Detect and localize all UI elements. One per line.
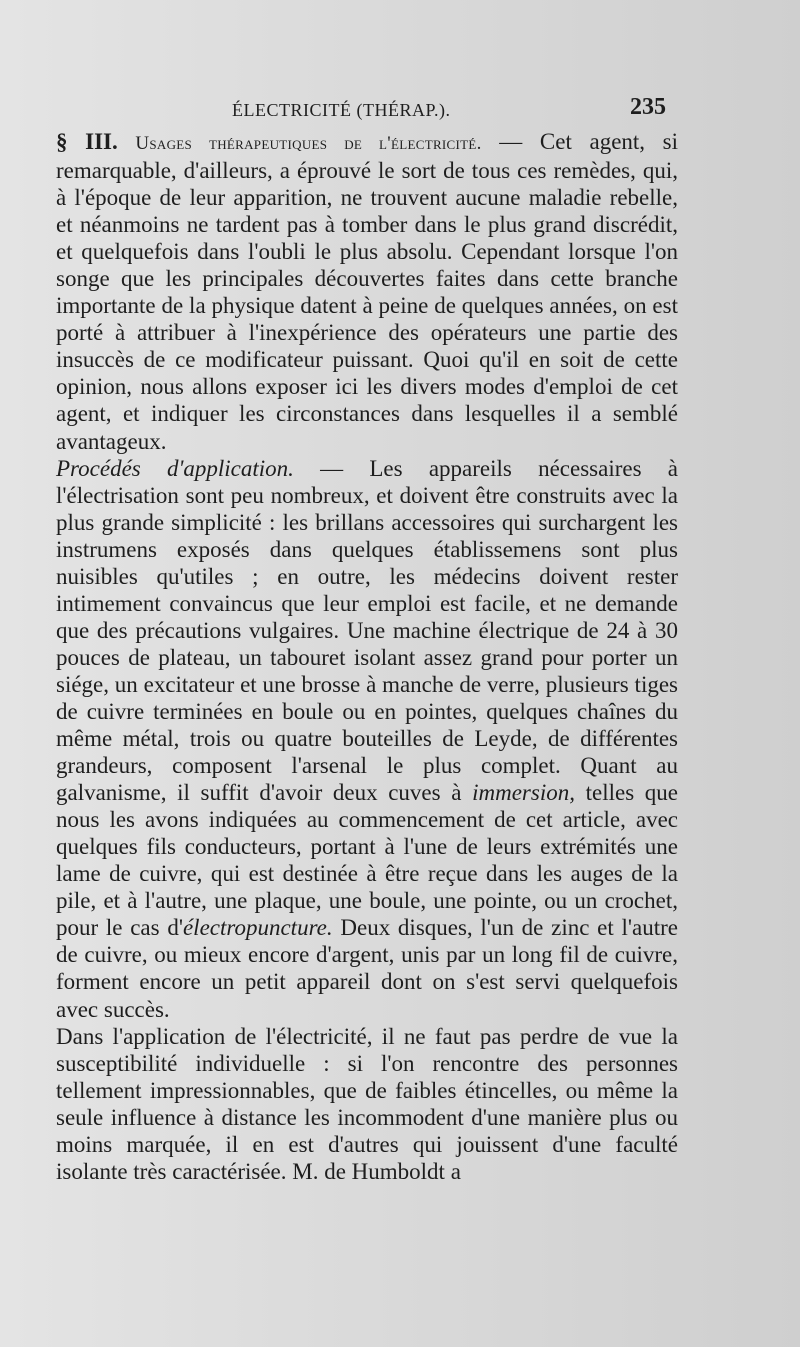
paragraph-procedes xyxy=(56,455,678,1023)
paragraph-text: Deux disques, l'un de zinc et l'autre de cuivre, ou mieux encore d'argent, unis par un long fil de cuivre, forment encore un petit appareil dont on s'est servi quelquefois avec succès. xyxy=(56,915,678,1022)
body-text xyxy=(56,128,678,1185)
subsection-heading: Procédés d'application. xyxy=(56,455,294,481)
paragraph-text: — Cet agent, si remarquable, d'ailleurs, a éprouvé le sort de tous ces remèdes, qui, à l'époque de leur apparition, ne trouvent aucune maladie rebelle, et néanmoins ne tardent pas à tomber dans le plus grand discrédit, et quelquefois dans l'oubli le plus absolu. Cependant lorsque l'on songe que les principales découvertes faites dans cette branche importante de la physique datent à peine de quelques années, on est porté à attribuer à l'inexpérience des opérateurs une partie des insuccès de ce modificateur puissant. Quoi qu'il en soit de cette opinion, nous allons exposer ici les divers modes d'emploi de cet agent, et indiquer les circonstances dans lesquelles il a semblé avantageux. xyxy=(56,129,679,454)
italic-term-electropuncture: électropuncture. xyxy=(182,915,333,941)
paragraph-application xyxy=(56,1023,678,1185)
paragraph-usages xyxy=(56,128,678,455)
paragraph-text: — Les appareils nécessaires à l'électrisation sont peu nombreux, et doivent être construits avec la plus grande simplicité : les brillans accessoires qui surchargent les instrumens exposés dans quelques établissemens sont plus nuisibles qu'utiles ; en outre, les médecins doivent rester intimement convaincus que leur emploi est facile, et ne demande que des précautions vulgaires. Une machine électrique de 24 à 30 pouces de plateau, un tabouret isolant assez grand pour porter un siége, un excitateur et une brosse à manche de verre, plusieurs tiges de cuivre terminées en boule ou en pointes, quelques chaînes du même métal, trois ou quatre bouteilles de Leyde, de différentes grandeurs, composent l'arsenal le plus complet. Quant au galvanisme, il suffit d'avoir deux cuves à xyxy=(56,455,678,806)
italic-term-immersion: immersion, xyxy=(472,780,575,806)
running-title: ÉLECTRICITÉ (THÉRAP.). xyxy=(232,100,451,120)
paragraph-text: Dans l'application de l'électricité, il ne faut pas perdre de vue la susceptibilité individuelle : si l'on rencontre des personnes tellement impressionnables, que de faibles étincelles, ou même la seule influence à distance les incommodent d'une manière plus ou moins marquée, il en est d'autres qui jouissent d'une faculté isolante très caractérisée. M. de Humboldt a xyxy=(56,1023,678,1184)
page-header xyxy=(0,92,800,128)
section-heading: Usages thérapeutiques de l'électricité. xyxy=(135,133,482,154)
section-mark: § III. xyxy=(56,129,118,154)
paragraph-text: telles que nous les avons indiquées au commencement de cet article, avec quelques fils conducteurs, portant à l'une de leurs extrémités une lame de cuivre, qui est destinée à être reçue dans les auges de la pile, et à l'autre, une plaque, une boule, une pointe, ou un crochet, pour le cas d' xyxy=(56,780,678,941)
page-number: 235 xyxy=(630,94,666,120)
